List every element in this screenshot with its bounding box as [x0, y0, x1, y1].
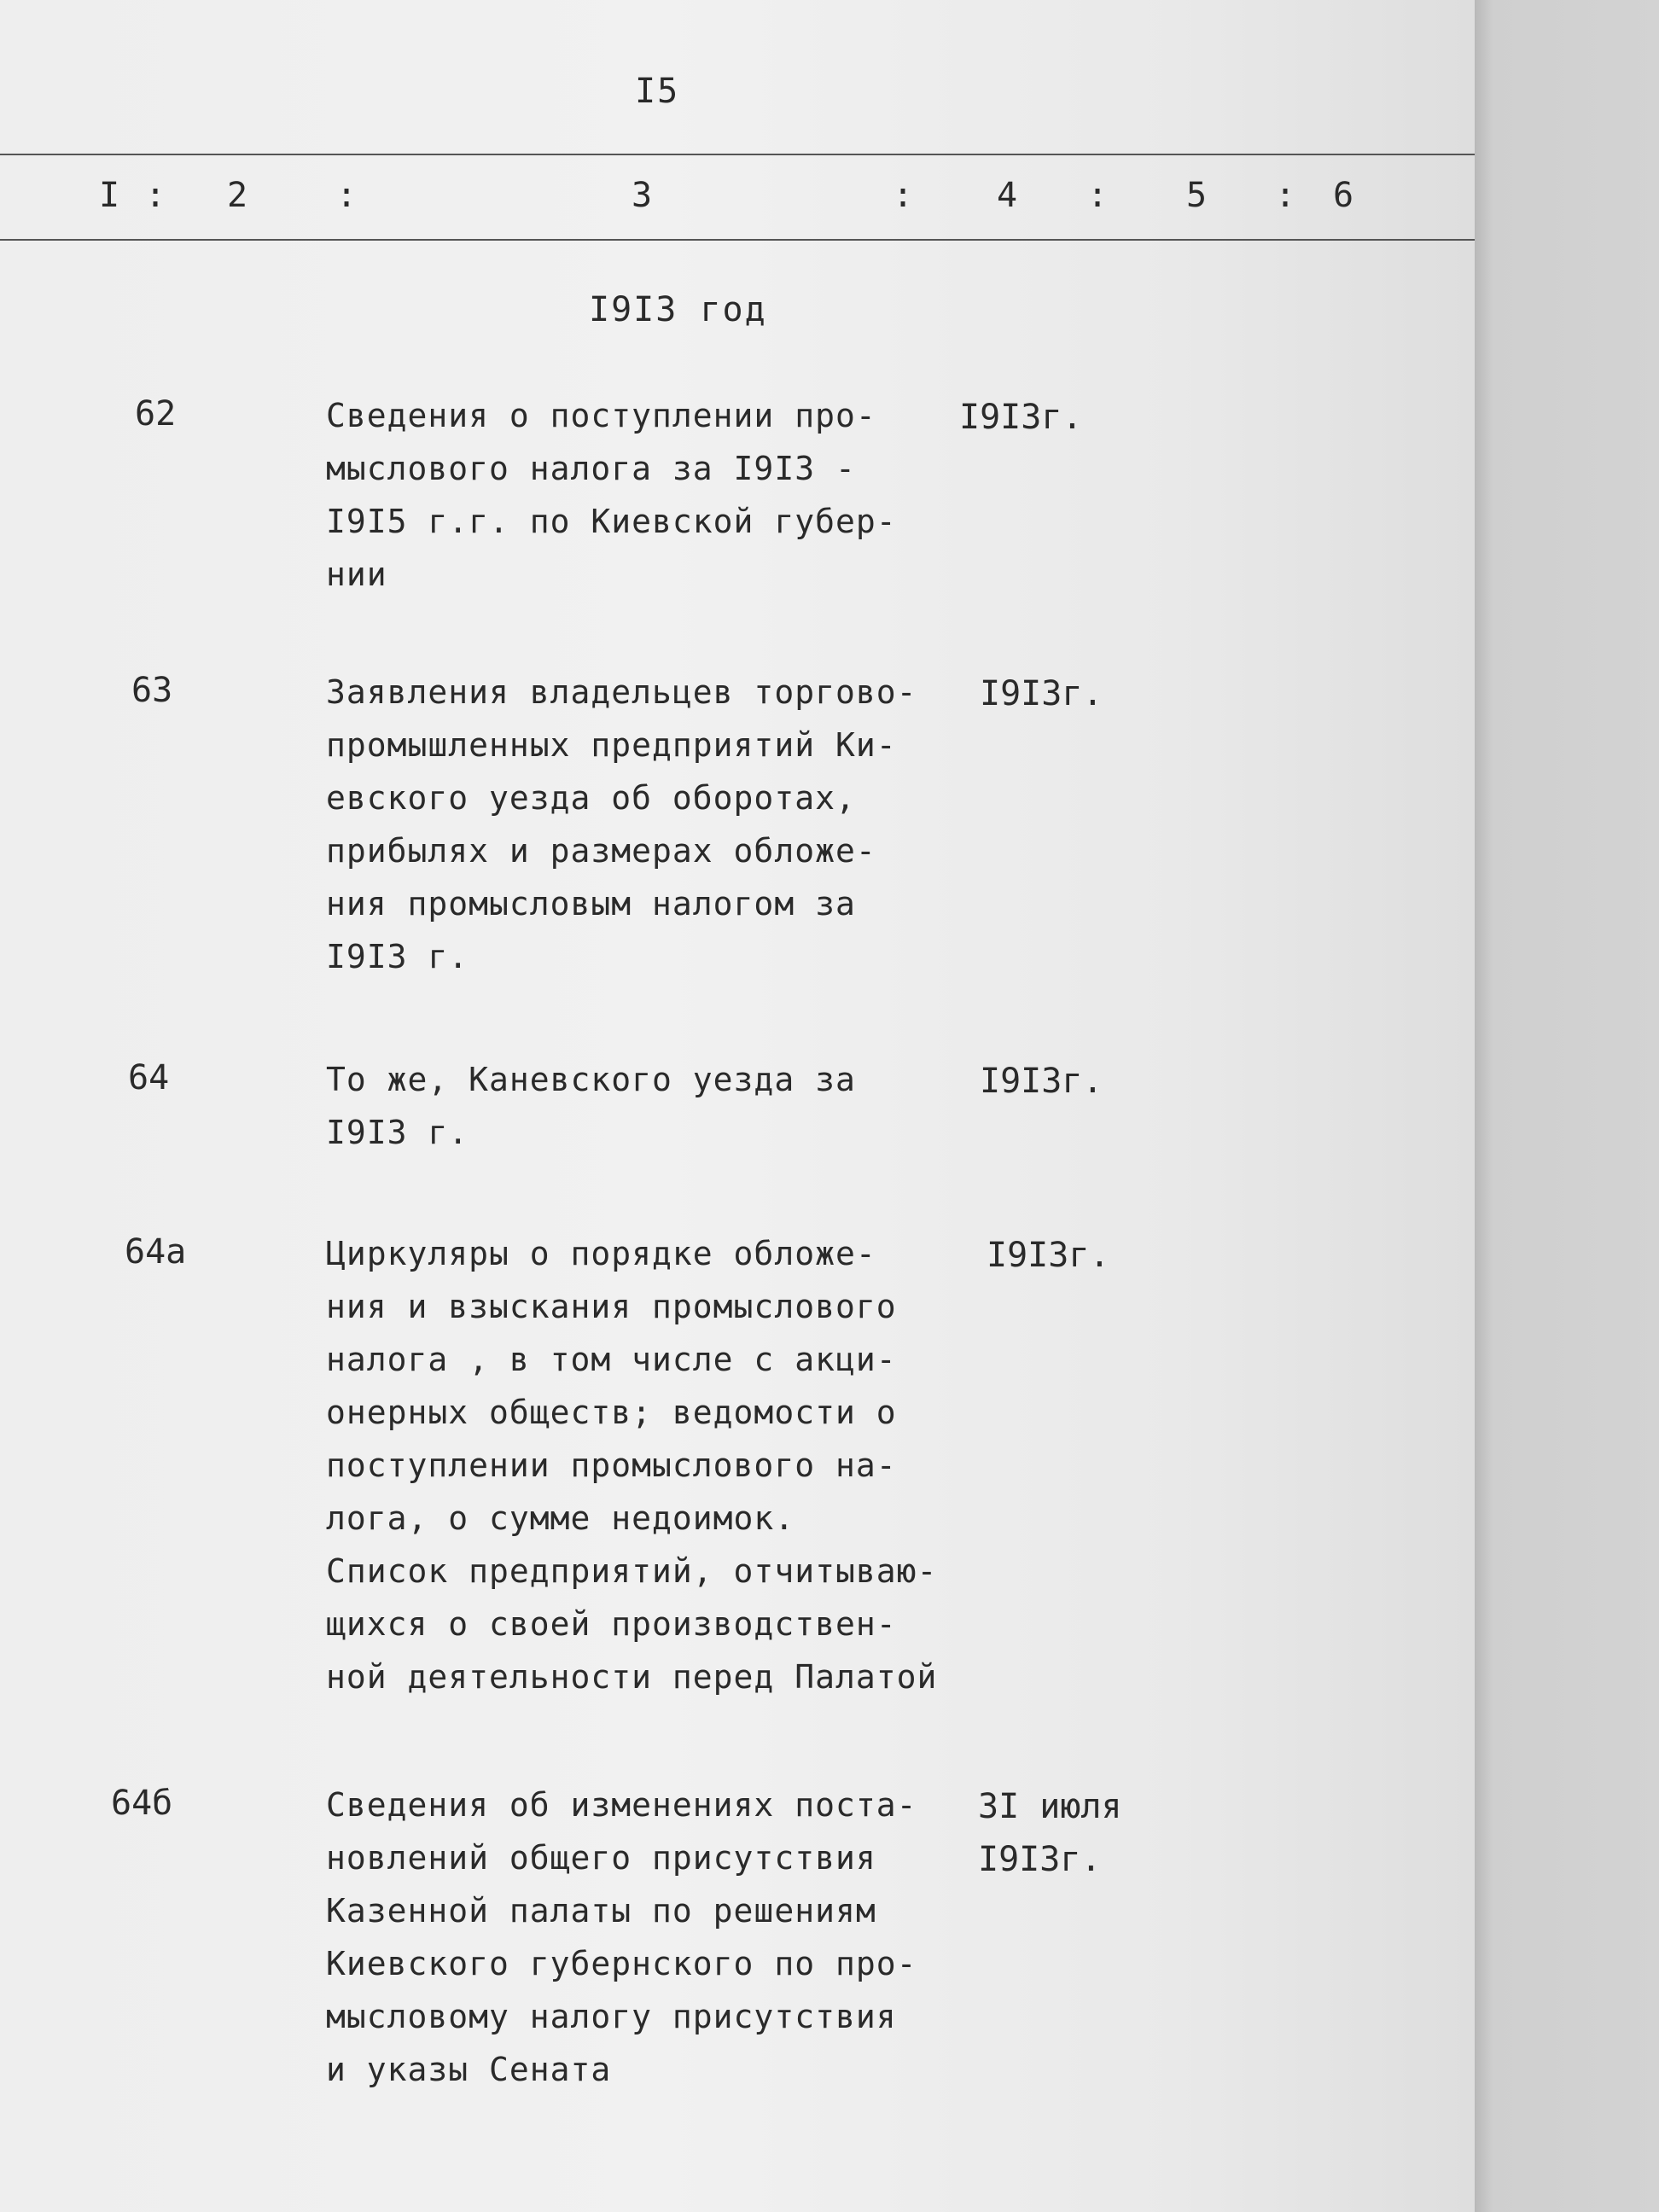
column-header-1: I	[99, 176, 120, 215]
entry-number: 64	[128, 1058, 170, 1097]
entry-description: Сведения об изменениях поста- новлений общего присутствия Казенной палаты по решениям Киевского губернского по про- мысловому налогу присутствия и указы Сената	[326, 1786, 917, 2088]
column-separator: :	[1087, 176, 1109, 215]
entry-date: I9I3г.	[959, 398, 1083, 437]
entry-number: 64а	[125, 1232, 187, 1272]
background-edge	[1475, 0, 1659, 2212]
entry-description: Заявления владельцев торгово- промышленных предприятий Ки- евского уезда об оборотах, прибылях и размерах обложе- ния промысловым налогом за I9I3 г.	[326, 673, 917, 975]
column-header-4: 4	[997, 176, 1018, 215]
entry-description: Циркуляры о порядке обложе- ния и взыскания промыслового налога , в том числе с акци- онерных обществ; ведомости о поступлении промыслового на- лога, о сумме недоимок. Список предприятий, отчитываю- щихся о своей производствен- ной деятельности перед Палатой	[326, 1235, 938, 1696]
entry-date: I9I3г.	[980, 674, 1103, 713]
section-title: I9I3 год	[589, 290, 767, 329]
entry-date: I9I3г.	[980, 1062, 1103, 1101]
header-rule-top	[0, 154, 1475, 155]
column-separator: :	[336, 176, 358, 215]
entry-description: Сведения о поступлении про- мыслового налога за I9I3 - I9I5 г.г. по Киевской губер- нии	[326, 397, 897, 593]
entry-number: 63	[131, 671, 173, 710]
entry-number: 64б	[111, 1784, 173, 1823]
column-header-5: 5	[1186, 176, 1208, 215]
page-number: I5	[635, 72, 680, 111]
column-separator: :	[1275, 176, 1296, 215]
entry-date: I9I3г.	[987, 1236, 1110, 1275]
entry-number: 62	[135, 394, 177, 434]
column-separator: :	[145, 176, 166, 215]
column-separator: :	[893, 176, 914, 215]
column-header-2: 2	[227, 176, 248, 215]
entry-date: 3I июля I9I3г.	[978, 1787, 1122, 1879]
column-header-3: 3	[632, 176, 653, 215]
header-rule-bottom	[0, 239, 1475, 241]
column-header-6: 6	[1333, 176, 1354, 215]
entry-description: То же, Каневского уезда за I9I3 г.	[326, 1061, 856, 1151]
